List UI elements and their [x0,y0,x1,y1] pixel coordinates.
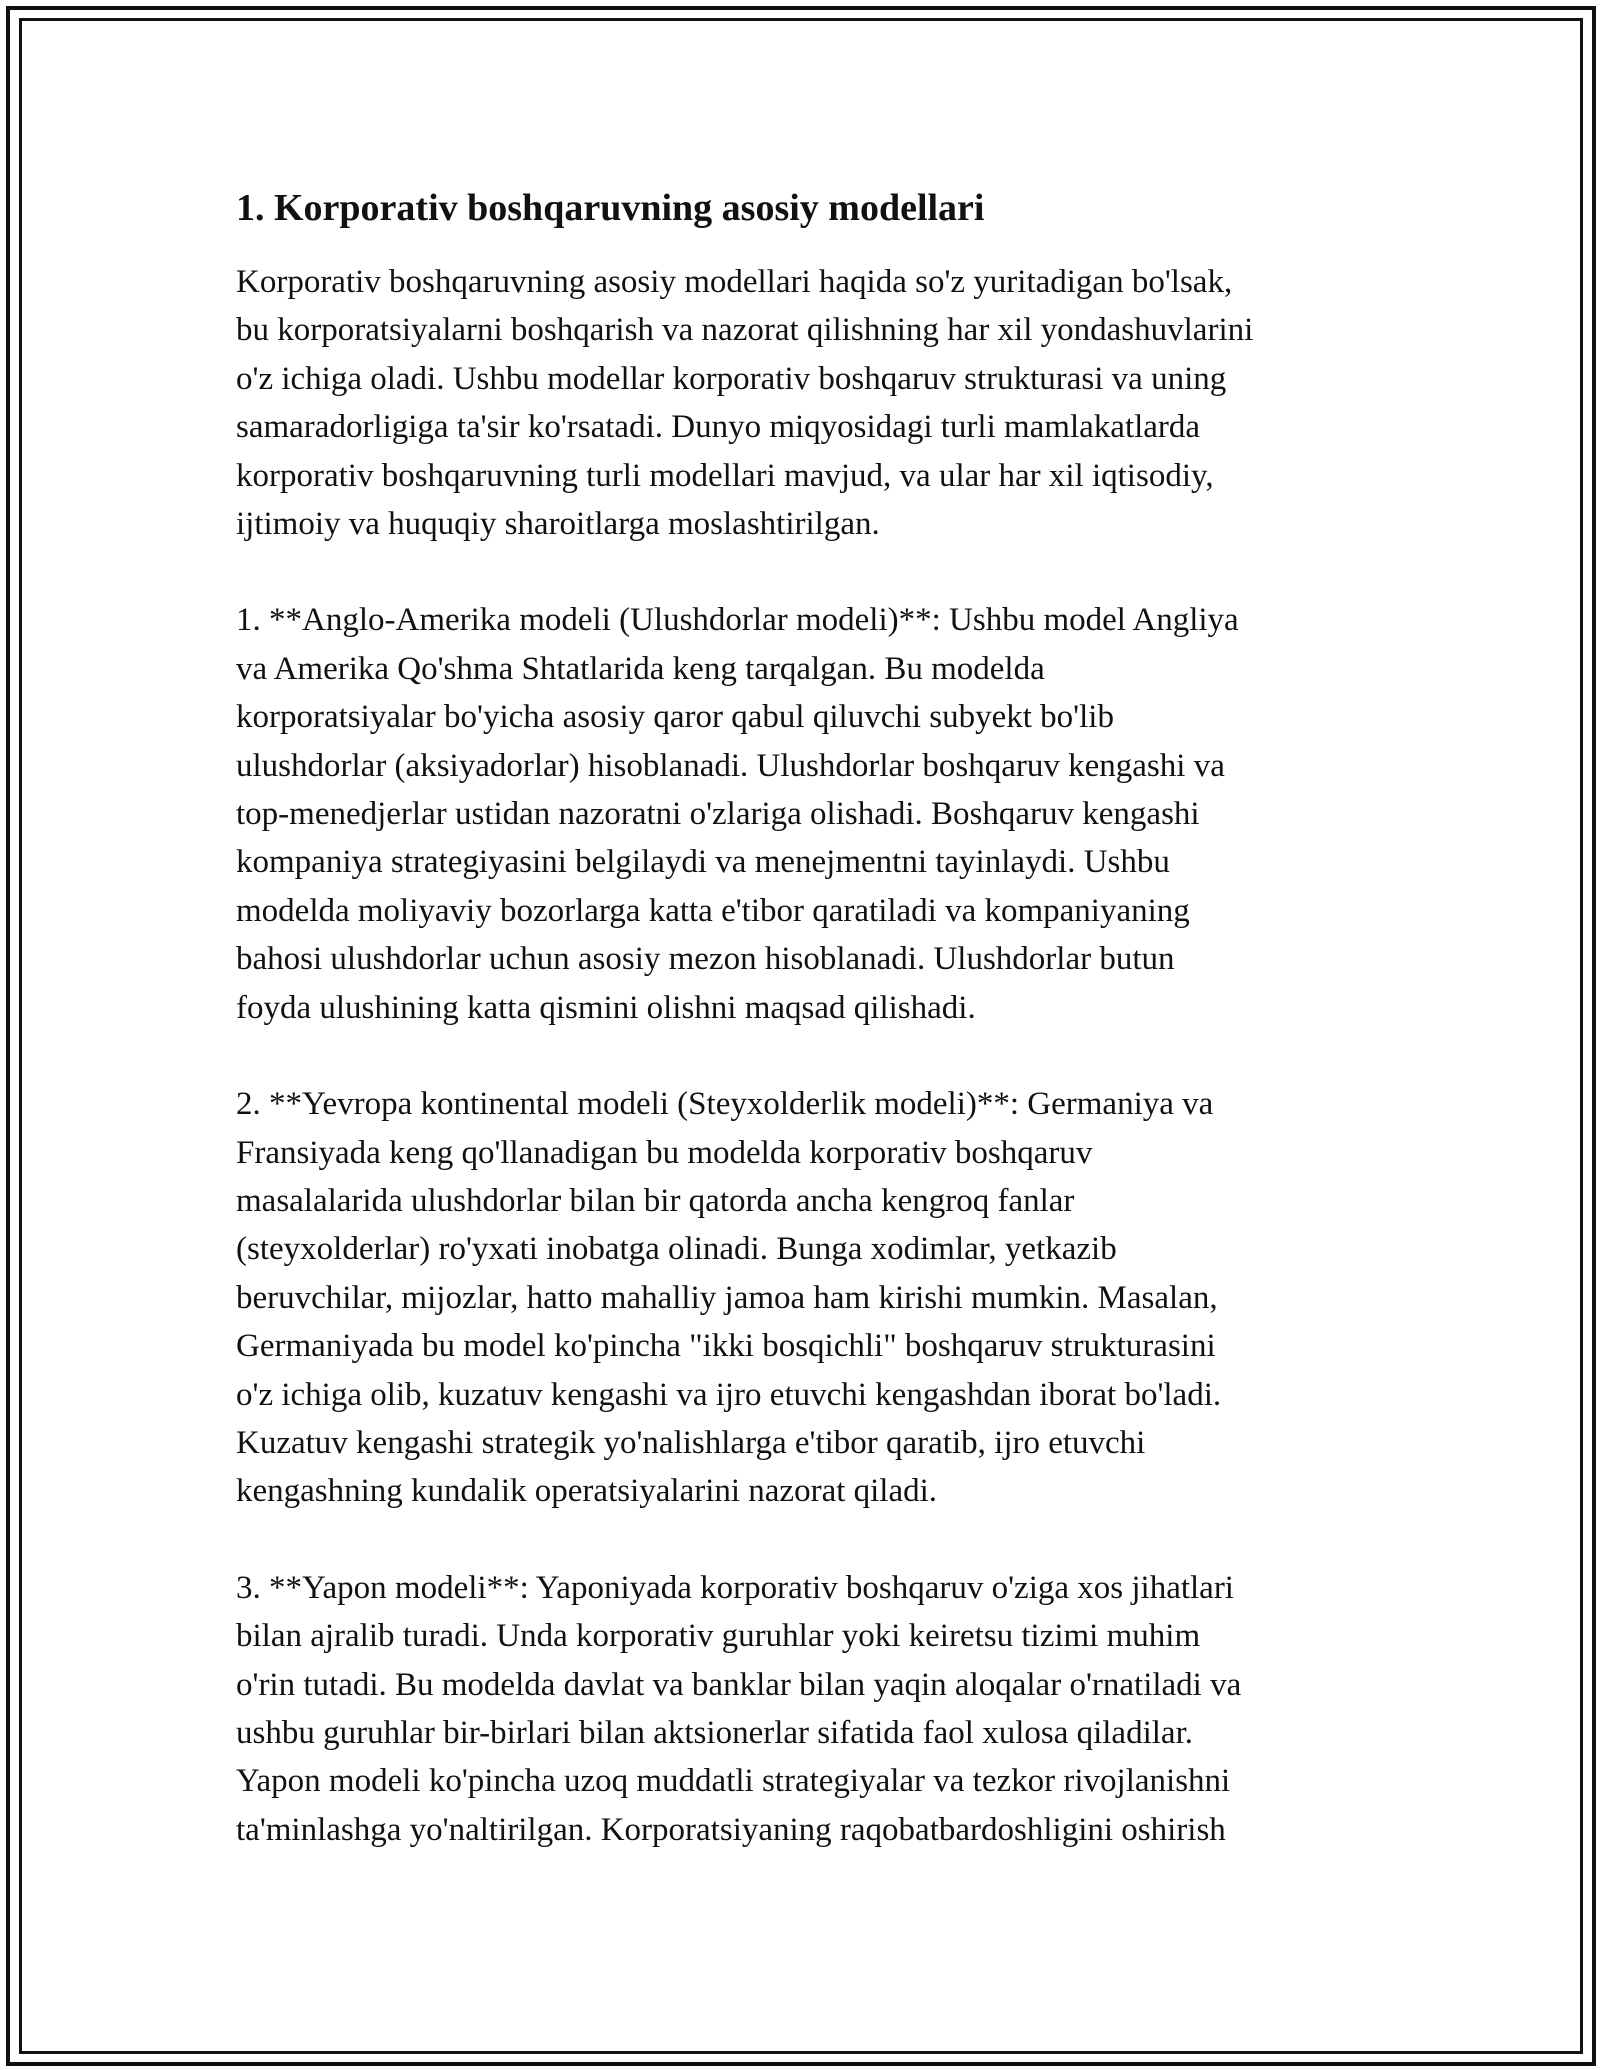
intro-paragraph: Korporativ boshqaruvning asosiy modellari haqida so'z yuritadigan bo'lsak, bu korporatsiyalarni boshqarish va nazorat qilishning har xil yondashuvlarini o'z ichiga oladi. Ushbu modellar korporativ boshqaruv strukturasi va uning samaradorligiga ta'sir ko'rsatadi. Dunyo miqyosidagi turli mamlakatlarda korporativ boshqaruvning turli modellari mavjud, va ular har xil iqtisodiy, ijtimoiy va huquqiy sharoitlarga moslashtirilgan. [236,264,1254,543]
european-continental-model-paragraph: 2. **Yevropa kontinental modeli (Steyxolderlik modeli)**: Germaniya va Fransiyada keng qo'llanadigan bu modelda korporativ boshqaruv masalalarida ulushdorlar bilan bir qatorda ancha kengroq fanlar (steyxolderlar) ro'yxati inobatga olinadi. Bunga xodimlar, yetkazib beruvchilar, mijozlar, hatto mahalliy jamoa ham kirishi mumkin. Masalan, Germaniyada bu model ko'pincha "ikki bosqichli" boshqaruv strukturasini o'z ichiga olib, kuzatuv kengashi va ijro etuvchi kengashdan iborat bo'ladi. Kuzatuv kengashi strategik yo'nalishlarga e'tibor qaratib, ijro etuvchi kengashning kundalik operatsiyalarini nazorat qiladi. [236,1086,1222,1510]
anglo-american-model-paragraph: 1. **Anglo-Amerika modeli (Ulushdorlar modeli)**: Ushbu model Angliya va Amerika Qo'shma Shtatlarida keng tarqalgan. Bu modelda korporatsiyalar bo'yicha asosiy qaror qabul qiluvchi subyekt bo'lib ulushdorlar (aksiyadorlar) hisoblanadi. Ulushdorlar boshqaruv kengashi va top-menedjerlar ustidan nazoratni o'zlariga olishadi. Boshqaruv kengashi kompaniya strategiyasini belgilaydi va menejmentni tayinlaydi. Ushbu modelda moliyaviy bozorlarga katta e'tibor qaratiladi va kompaniyaning bahosi ulushdorlar uchun asosiy mezon hisoblanadi. Ulushdorlar butun foyda ulushining katta qismini olishni maqsad qilishadi. [236,602,1239,1026]
document-body [236,186,1376,1854]
japanese-model-paragraph: 3. **Yapon modeli**: Yaponiyada korporativ boshqaruv o'ziga xos jihatlari bilan ajralib turadi. Unda korporativ guruhlar yoki keiretsu tizimi muhim o'rin tutadi. Bu modelda davlat va banklar bilan yaqin aloqalar o'rnatiladi va ushbu guruhlar bir-birlari bilan aktsionerlar sifatida faol xulosa qiladilar. Yapon modeli ko'pincha uzoq muddatli strategiyalar va tezkor rivojlanishni ta'minlashga yo'naltirilgan. Korporatsiyaning raqobatbardoshligini oshirish [236,1569,1242,1848]
section-heading: 1. Korporativ boshqaruvning asosiy modellari [236,187,985,229]
